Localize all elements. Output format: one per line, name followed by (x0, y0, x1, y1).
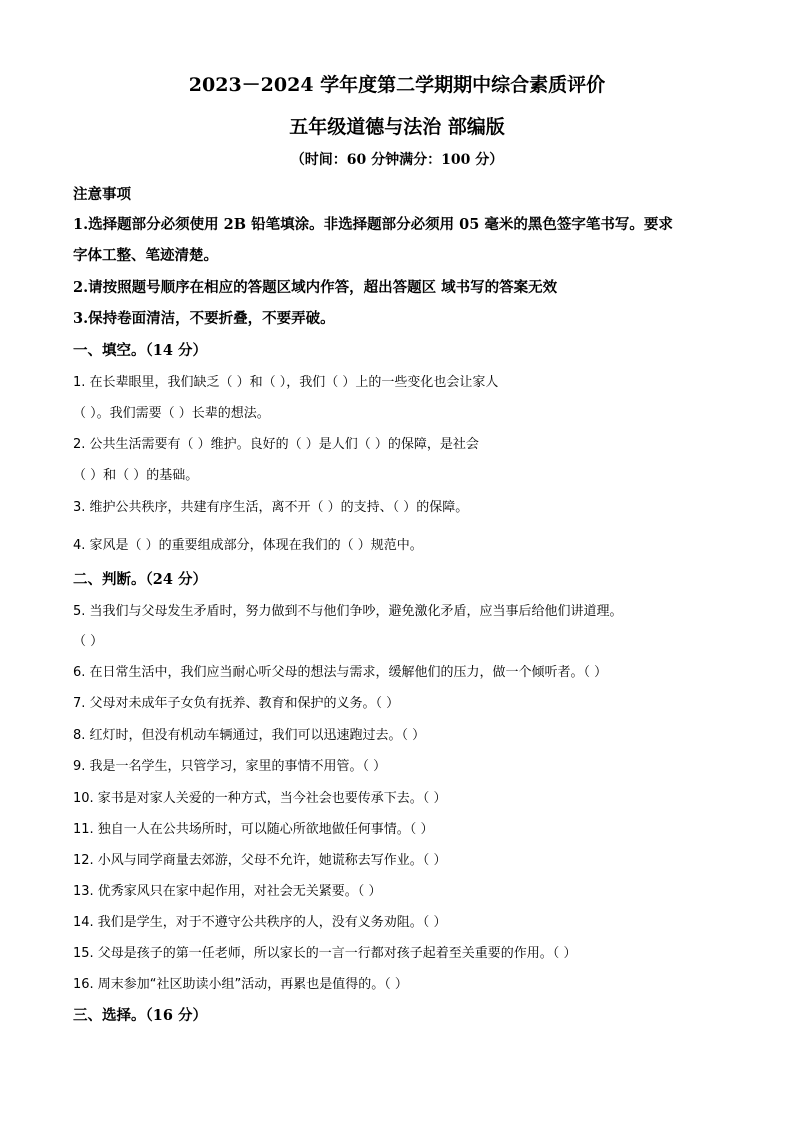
question-16: 16. 周末参加“社区助读小组”活动，再累也是值得的。（ ） (73, 977, 408, 992)
question-7: 7. 父母对未成年子女负有抚养、教育和保护的义务。（ ） (73, 696, 400, 711)
question-12: 12. 小风与同学商量去郊游，父母不允许，她谎称去写作业。（ ） (73, 853, 447, 868)
question-5: 5. 当我们与父母发生矛盾时，努力做到不与他们争吵，避免激化矛盾，应当事后给他们讲道理。 (73, 604, 623, 619)
question-8: 8. 红灯时，但没有机动车辆通过，我们可以迅速跑过去。（ ） (73, 728, 426, 743)
question-9: 9. 我是一名学生，只管学习，家里的事情不用管。（ ） (73, 759, 387, 774)
question-3: 3. 维护公共秩序，共建有序生活，离不开（ ）的支持、（ ）的保障。 (73, 500, 469, 515)
note-1-cont: 字体工整、笔迹清楚。 (73, 247, 218, 264)
note-2: 2.请按照题号顺序在相应的答题区域内作答，超出答题区 域书写的答案无效 (73, 279, 558, 296)
exam-info: （时间：60 分钟满分：100 分） (290, 152, 504, 168)
question-10: 10. 家书是对家人关爱的一种方式，当今社会也要传承下去。（ ） (73, 791, 447, 806)
section-2-heading: 二、判断。（24 分） (73, 571, 207, 588)
exam-subtitle: 五年级道德与法治 部编版 (289, 116, 505, 138)
question-1-cont: （ ）。我们需要（ ）长辈的想法。 (73, 406, 270, 421)
question-5-cont: （ ） (73, 634, 104, 649)
exam-title: 2023－2024 学年度第二学期期中综合素质评价 (188, 74, 606, 96)
section-3-heading: 三、选择。（16 分） (73, 1007, 207, 1024)
question-14: 14. 我们是学生，对于不遵守公共秩序的人，没有义务劝阻。（ ） (73, 915, 447, 930)
question-2-cont: （ ）和（ ）的基础。 (73, 468, 199, 483)
section-1-heading: 一、填空。（14 分） (73, 342, 207, 359)
note-1: 1.选择题部分必须使用 2B 铅笔填涂。非选择题部分必须用 05 毫米的黑色签字笔书写。要求 (73, 216, 673, 233)
question-1: 1. 在长辈眼里，我们缺乏（ ）和（ ），我们（ ）上的一些变化也会让家人 (73, 375, 499, 390)
notes-heading: 注意事项 (73, 186, 131, 203)
note-3: 3.保持卷面清洁，不要折叠，不要弄破。 (73, 310, 335, 327)
question-13: 13. 优秀家风只在家中起作用，对社会无关紧要。（ ） (73, 884, 382, 899)
question-6: 6. 在日常生活中，我们应当耐心听父母的想法与需求，缓解他们的压力，做一个倾听者。（ ） (73, 665, 608, 680)
question-11: 11. 独自一人在公共场所时，可以随心所欲地做任何事情。（ ） (73, 822, 434, 837)
question-4: 4. 家风是（ ）的重要组成部分，体现在我们的（ ）规范中。 (73, 538, 423, 553)
question-15: 15. 父母是孩子的第一任老师，所以家长的一言一行都对孩子起着至关重要的作用。（ ） (73, 946, 577, 961)
question-2: 2. 公共生活需要有（ ）维护。良好的（ ）是人们（ ）的保障，是社会 (73, 437, 479, 452)
